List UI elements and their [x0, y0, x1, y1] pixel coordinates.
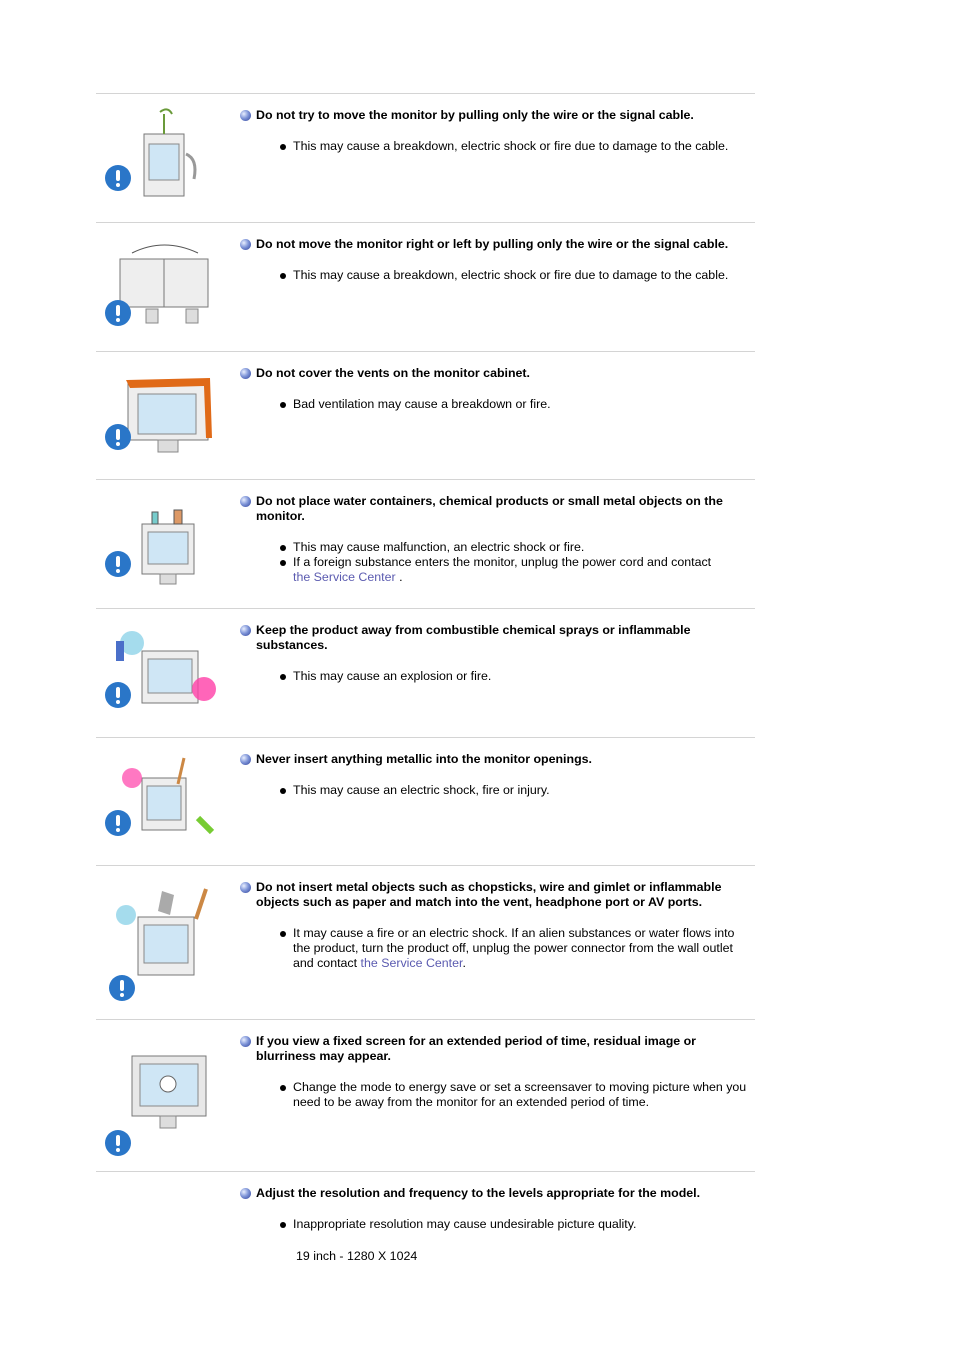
safety-item: [96, 737, 755, 865]
safety-item: [96, 479, 755, 608]
bullet-ball-icon: [240, 496, 251, 507]
safety-item: [96, 222, 755, 351]
resolution-note: 19 inch - 1280 X 1024: [296, 1249, 418, 1263]
service-center-link[interactable]: the Service Center: [293, 570, 396, 584]
safety-item: [96, 608, 755, 737]
bullet-ball-icon: [240, 110, 251, 121]
item-title: Keep the product away from combustible chemical sprays or inflammable substances.: [240, 623, 755, 653]
item-bullet: Bad ventilation may cause a breakdown or fire.: [293, 397, 755, 412]
item-title: Do not place water containers, chemical products or small metal objects on the monitor.: [240, 494, 755, 524]
bullet-ball-icon: [240, 1036, 251, 1047]
item-title: Do not insert metal objects such as chopsticks, wire and gimlet or inflammable objects such as paper and match into the vent, headphone port or AV ports.: [240, 880, 755, 910]
item-bullet: It may cause a fire or an electric shock. If an alien substances or water flows into the product, turn the product off, unplug the power connector from the wall outlet and contact the Service Center.: [293, 926, 755, 971]
item-title: Adjust the resolution and frequency to the levels appropriate for the model.: [240, 1186, 755, 1201]
safety-item: [96, 865, 755, 1020]
warning-exclamation-icon: [104, 164, 132, 192]
warning-exclamation-icon: [104, 299, 132, 327]
safety-item: [96, 93, 755, 222]
bullet-ball-icon: [240, 882, 251, 893]
item-title: Never insert anything metallic into the monitor openings.: [240, 752, 755, 767]
warning-exclamation-icon: [104, 1129, 132, 1157]
warning-exclamation-icon: [104, 423, 132, 451]
item-title: Do not cover the vents on the monitor cabinet.: [240, 366, 755, 381]
bullet-ball-icon: [240, 1188, 251, 1199]
item-title: If you view a fixed screen for an extended period of time, residual image or blurriness may appear.: [240, 1034, 755, 1064]
warning-exclamation-icon: [104, 681, 132, 709]
bullet-ball-icon: [240, 239, 251, 250]
item-bullet: If a foreign substance enters the monitor, unplug the power cord and contact the Service Center .: [293, 555, 755, 585]
warning-exclamation-icon: [104, 550, 132, 578]
warning-exclamation-icon: [104, 809, 132, 837]
bullet-ball-icon: [240, 368, 251, 379]
item-bullet: This may cause a breakdown, electric shock or fire due to damage to the cable.: [293, 139, 755, 154]
item-bullet: Change the mode to energy save or set a screensaver to moving picture when you need to be away from the monitor for an extended period of time.: [293, 1080, 755, 1110]
item-bullet: This may cause an explosion or fire.: [293, 669, 755, 684]
item-bullet: Inappropriate resolution may cause undesirable picture quality.: [293, 1217, 755, 1232]
safety-item: [96, 1171, 755, 1282]
item-bullet: This may cause a breakdown, electric shock or fire due to damage to the cable.: [293, 268, 755, 283]
safety-item: [96, 1019, 755, 1171]
item-title: Do not try to move the monitor by pulling only the wire or the signal cable.: [240, 108, 755, 123]
item-bullet: This may cause malfunction, an electric shock or fire.: [293, 540, 755, 555]
bullet-ball-icon: [240, 625, 251, 636]
bullet-ball-icon: [240, 754, 251, 765]
warning-exclamation-icon: [108, 974, 136, 1002]
service-center-link[interactable]: the Service Center: [360, 956, 463, 970]
item-bullet: This may cause an electric shock, fire or injury.: [293, 783, 755, 798]
item-title: Do not move the monitor right or left by pulling only the wire or the signal cable.: [240, 237, 755, 252]
safety-item: [96, 351, 755, 479]
